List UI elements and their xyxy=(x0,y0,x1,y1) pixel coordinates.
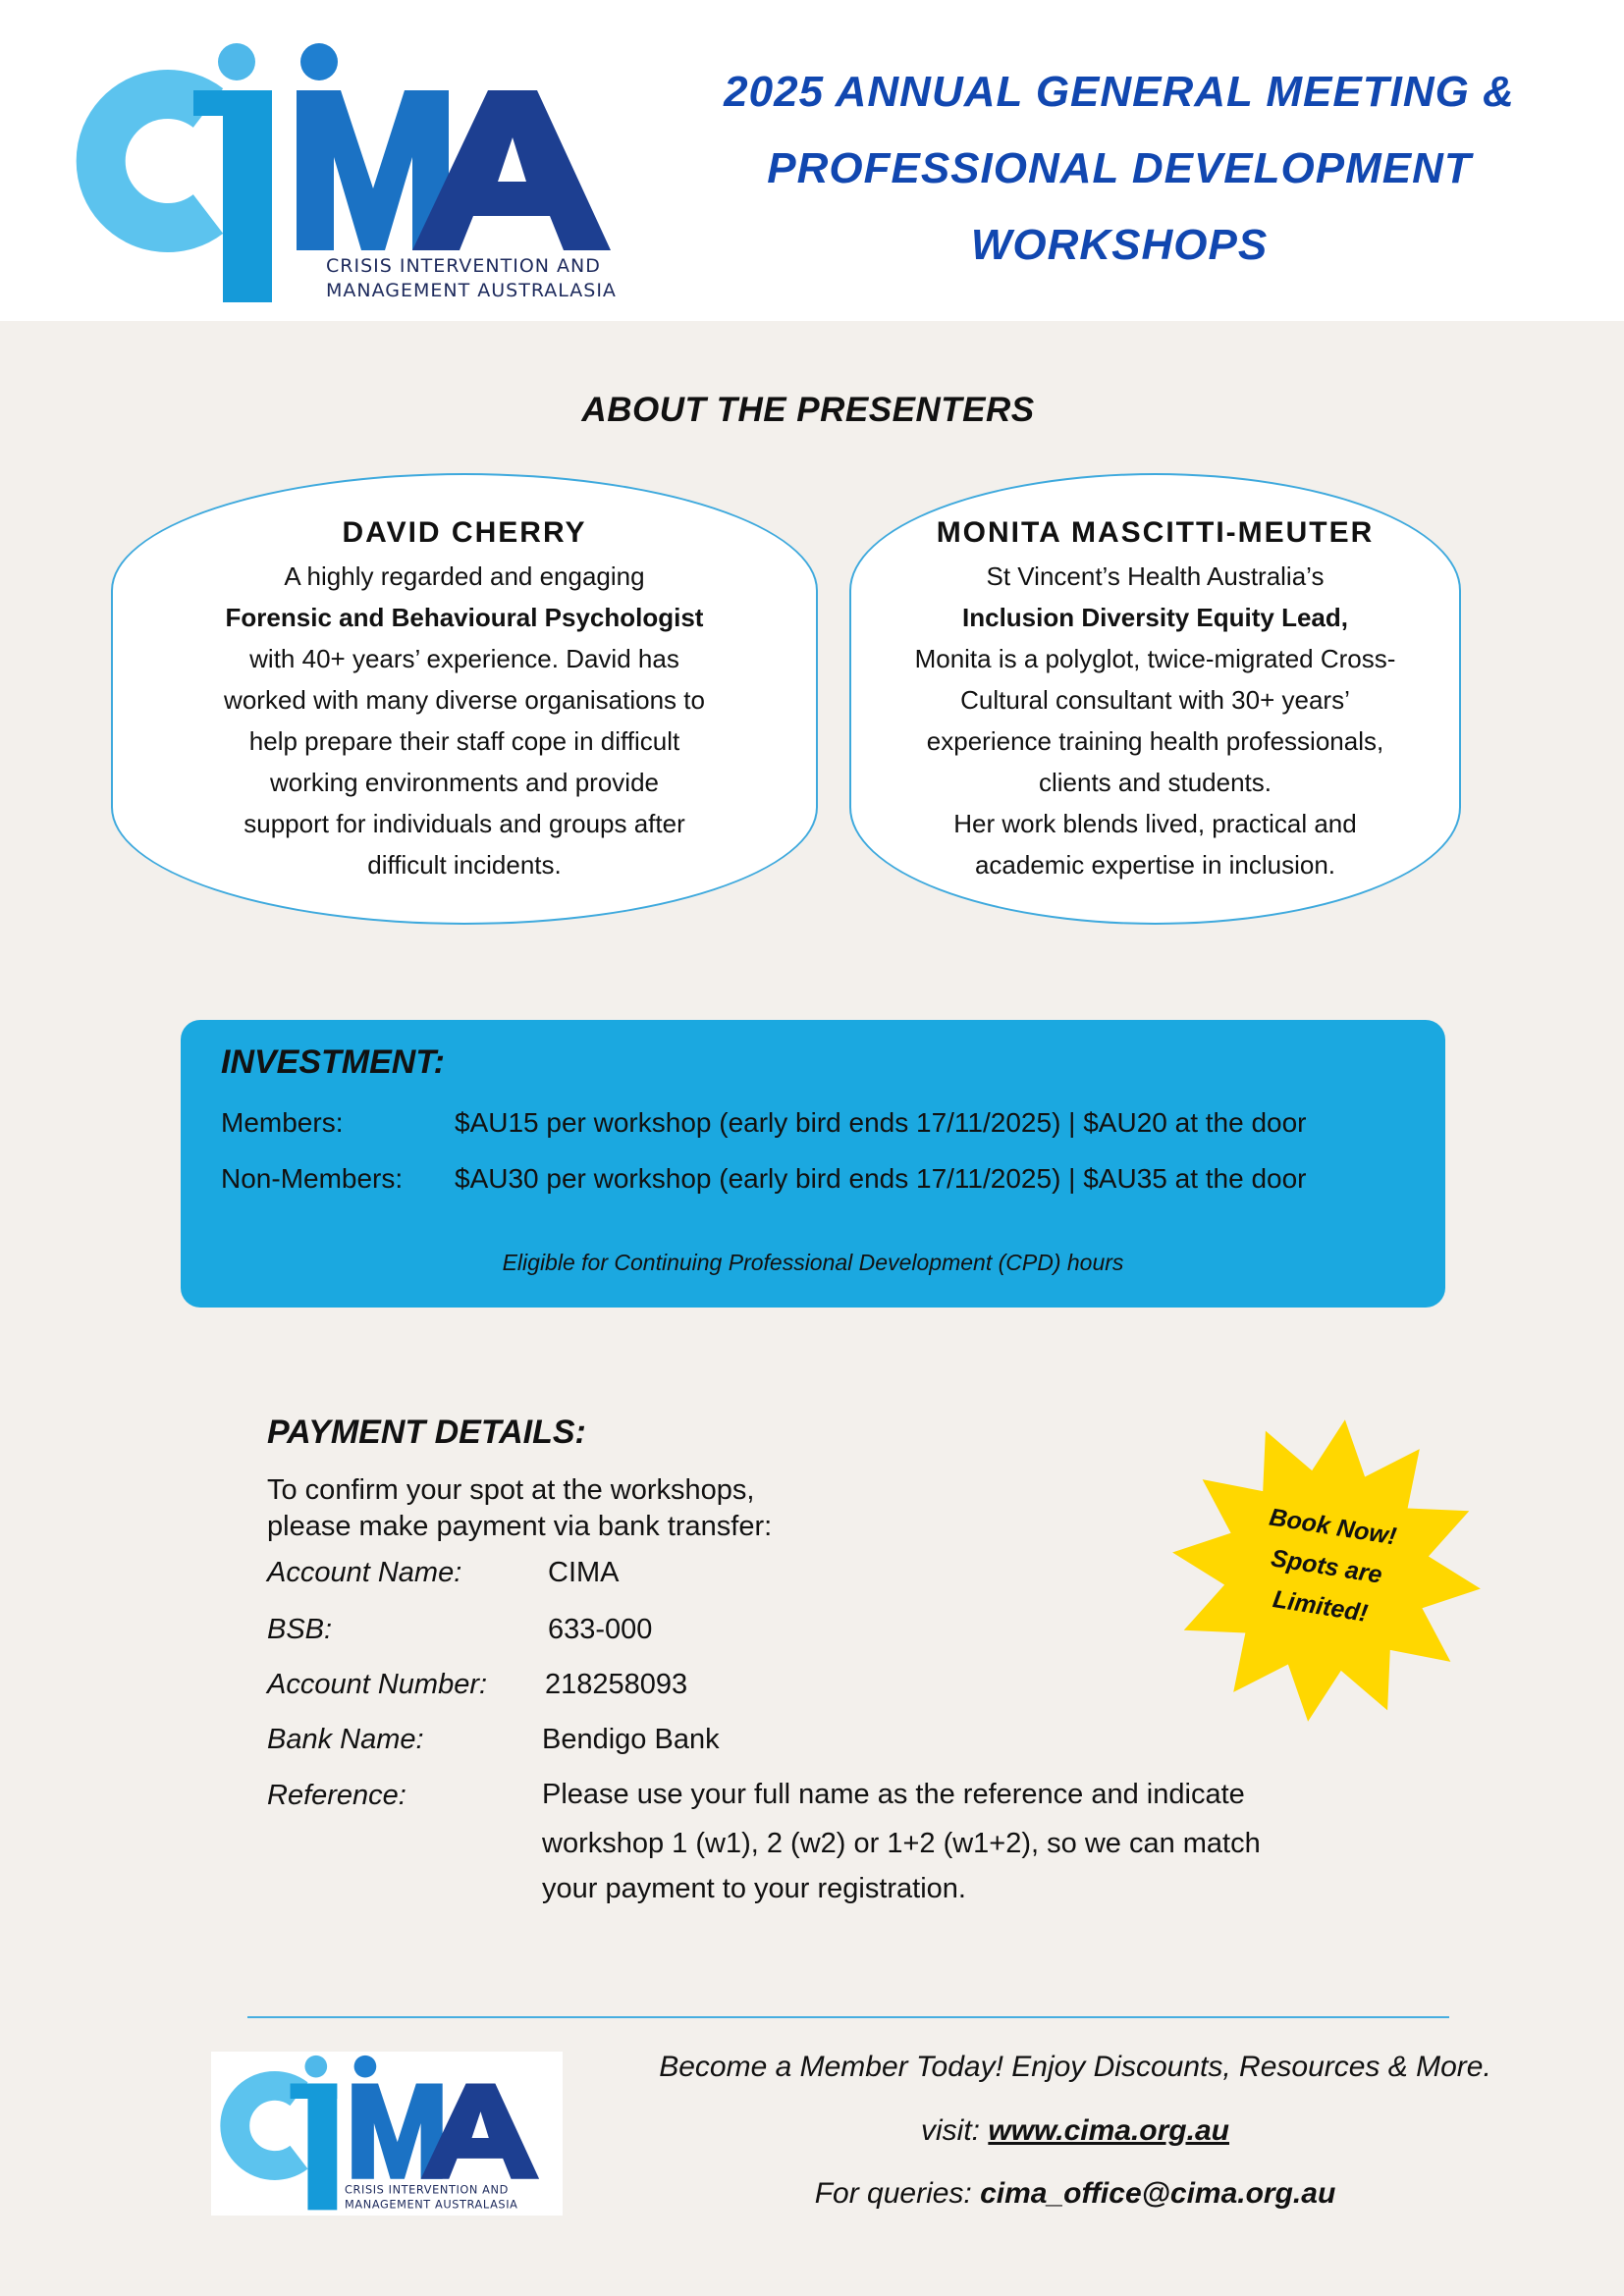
payment-intro-line: To confirm your spot at the workshops, xyxy=(267,1474,755,1506)
logo-letter-c xyxy=(101,94,208,228)
presenter-bio-line: clients and students. xyxy=(1038,768,1272,797)
presenter-bio-line: worked with many diverse organisations to xyxy=(224,685,705,715)
presenter-bio-line: Inclusion Diversity Equity Lead, xyxy=(962,603,1348,632)
presenter-bio-line: help prepare their staff cope in difficult xyxy=(248,726,680,756)
presenter-bio-line: experience training health professionals, xyxy=(926,726,1384,756)
investment-panel xyxy=(181,1020,1445,1308)
investment-row-label: Non-Members: xyxy=(221,1163,404,1194)
bank-name-value: Bendigo Bank xyxy=(542,1724,720,1755)
presenters-heading: ABOUT THE PRESENTERS xyxy=(581,391,1035,429)
presenter-bio-line: support for individuals and groups after xyxy=(244,809,685,838)
book-now-line: Spots are xyxy=(1269,1544,1384,1589)
event-title xyxy=(687,54,1551,284)
book-now-line: Book Now! xyxy=(1267,1503,1399,1551)
reference-line: workshop 1 (w1), 2 (w2) or 1+2 (w1+2), so we can match xyxy=(542,1828,1261,1859)
footer-logo-tagline-1: CRISIS INTERVENTION AND xyxy=(345,2182,509,2197)
investment-row-value: $AU30 per workshop (early bird ends 17/11/2025) | $AU35 at the door xyxy=(455,1163,1307,1194)
account-name-value: CIMA xyxy=(548,1557,620,1588)
logo-letter-i xyxy=(223,90,272,302)
queries-line xyxy=(589,2177,1561,2211)
cpd-note: Eligible for Continuing Professional Development (CPD) hours xyxy=(502,1250,1124,1275)
account-name-label: Account Name: xyxy=(267,1557,462,1588)
presenter-bio-line: difficult incidents. xyxy=(367,850,562,880)
footer-divider xyxy=(247,2016,1449,2018)
footer-cima-logo xyxy=(211,2052,563,2216)
investment-row-non-members xyxy=(221,1163,1307,1195)
presenter-bio-line: St Vincent’s Health Australia’s xyxy=(986,561,1325,591)
investment-heading: INVESTMENT: xyxy=(221,1043,445,1081)
event-title-line-3: WORKSHOPS xyxy=(970,221,1269,269)
account-number-value: 218258093 xyxy=(545,1669,688,1700)
email-link[interactable]: cima_office@cima.org.au xyxy=(980,2177,1336,2210)
presenter-bio-line: with 40+ years’ experience. David has xyxy=(249,644,679,673)
reference-label: Reference: xyxy=(267,1780,406,1811)
book-now-line: Limited! xyxy=(1271,1585,1370,1628)
presenter-bio-line: academic expertise in inclusion. xyxy=(974,850,1336,880)
visit-prefix: visit: xyxy=(921,2114,989,2147)
payment-intro-line: please make payment via bank transfer: xyxy=(267,1511,773,1542)
presenter-bio-line: Cultural consultant with 30+ years’ xyxy=(960,685,1350,715)
bsb-value: 633-000 xyxy=(548,1614,653,1645)
investment-row-label: Members: xyxy=(221,1107,344,1138)
investment-row-value: $AU15 per workshop (early bird ends 17/11/2025) | $AU20 at the door xyxy=(455,1107,1307,1138)
reference-value xyxy=(542,1770,1261,1913)
logo-tagline-2: MANAGEMENT AUSTRALASIA xyxy=(326,280,617,301)
footer-logo-tagline-2: MANAGEMENT AUSTRALASIA xyxy=(345,2197,518,2212)
logo-person-head-2 xyxy=(300,43,338,80)
cima-logo xyxy=(61,39,650,309)
logo-person-head-1 xyxy=(218,43,255,80)
reference-line: Please use your full name as the reference and indicate xyxy=(542,1779,1245,1810)
presenter-bio-line: Forensic and Behavioural Psychologist xyxy=(225,603,704,632)
presenter-card-monita xyxy=(849,473,1461,925)
presenter-bio-line: A highly regarded and engaging xyxy=(284,561,645,591)
payment-heading: PAYMENT DETAILS: xyxy=(267,1414,586,1451)
visit-line xyxy=(589,2114,1561,2148)
event-title-line-1: 2025 ANNUAL GENERAL MEETING & xyxy=(724,68,1515,116)
account-number-label: Account Number: xyxy=(267,1669,488,1700)
presenter-card-david xyxy=(111,473,818,925)
queries-prefix: For queries: xyxy=(814,2177,981,2210)
presenter-bio-line: Monita is a polyglot, twice-migrated Cross- xyxy=(914,644,1396,673)
bank-name-label: Bank Name: xyxy=(267,1724,424,1755)
presenter-name: DAVID CHERRY xyxy=(342,516,587,549)
footer-logo-panel xyxy=(211,2052,563,2216)
investment-row-members xyxy=(221,1107,1307,1139)
logo-tagline-1: CRISIS INTERVENTION AND xyxy=(326,255,601,277)
event-title-line-2: PROFESSIONAL DEVELOPMENT xyxy=(767,144,1472,192)
header-banner xyxy=(0,0,1624,321)
presenter-name: MONITA MASCITTI-MEUTER xyxy=(936,516,1375,549)
website-link[interactable]: www.cima.org.au xyxy=(988,2114,1229,2147)
presenter-bio-line: Her work blends lived, practical and xyxy=(953,809,1357,838)
membership-line: Become a Member Today! Enjoy Discounts, Resources & More. xyxy=(659,2051,1491,2083)
reference-line: your payment to your registration. xyxy=(542,1873,966,1904)
bsb-label: BSB: xyxy=(267,1614,333,1645)
payment-intro xyxy=(267,1472,772,1545)
presenter-bio-line: working environments and provide xyxy=(270,768,659,797)
